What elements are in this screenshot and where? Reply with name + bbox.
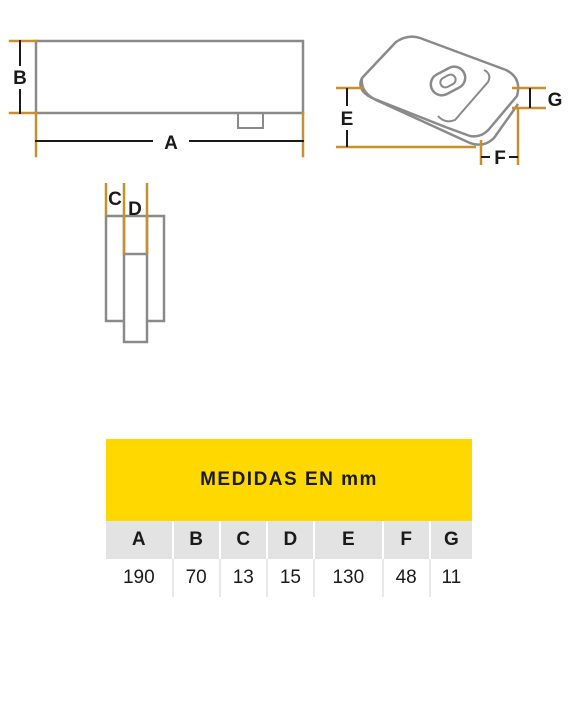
table-header-cell: C <box>220 521 267 559</box>
table-header-cell: F <box>383 521 430 559</box>
table-header-cell: G <box>430 521 472 559</box>
table-value-cell: 130 <box>314 559 383 597</box>
table-header-row <box>106 521 472 559</box>
iso-body <box>360 37 518 137</box>
measurements-table <box>106 439 472 597</box>
front-view <box>10 41 303 156</box>
dim-label-e: E <box>340 109 354 130</box>
table-value-cell: 70 <box>173 559 220 597</box>
dim-label-d: D <box>128 199 142 220</box>
dim-label-a: A <box>164 133 178 154</box>
dim-label-c: C <box>108 189 122 210</box>
table-value-cell: 48 <box>383 559 430 597</box>
dim-label-b: B <box>13 68 27 89</box>
front-view-tab <box>238 113 263 128</box>
side-view-inner <box>124 254 147 342</box>
table-header-cell: B <box>173 521 220 559</box>
table-value-cell: 11 <box>430 559 472 597</box>
table-value-cell: 190 <box>106 559 173 597</box>
isometric-view <box>336 37 546 165</box>
dim-label-g: G <box>547 90 563 111</box>
table-header-cell: A <box>106 521 173 559</box>
table-value-cell: 13 <box>220 559 267 597</box>
table-header-cell: E <box>314 521 383 559</box>
dim-label-f: F <box>494 148 506 169</box>
table-header-cell: D <box>267 521 314 559</box>
table-title: MEDIDAS EN mm <box>106 439 472 521</box>
table-title-row <box>106 439 472 521</box>
front-view-body <box>36 41 303 113</box>
table-values-row <box>106 559 472 597</box>
table-value-cell: 15 <box>267 559 314 597</box>
